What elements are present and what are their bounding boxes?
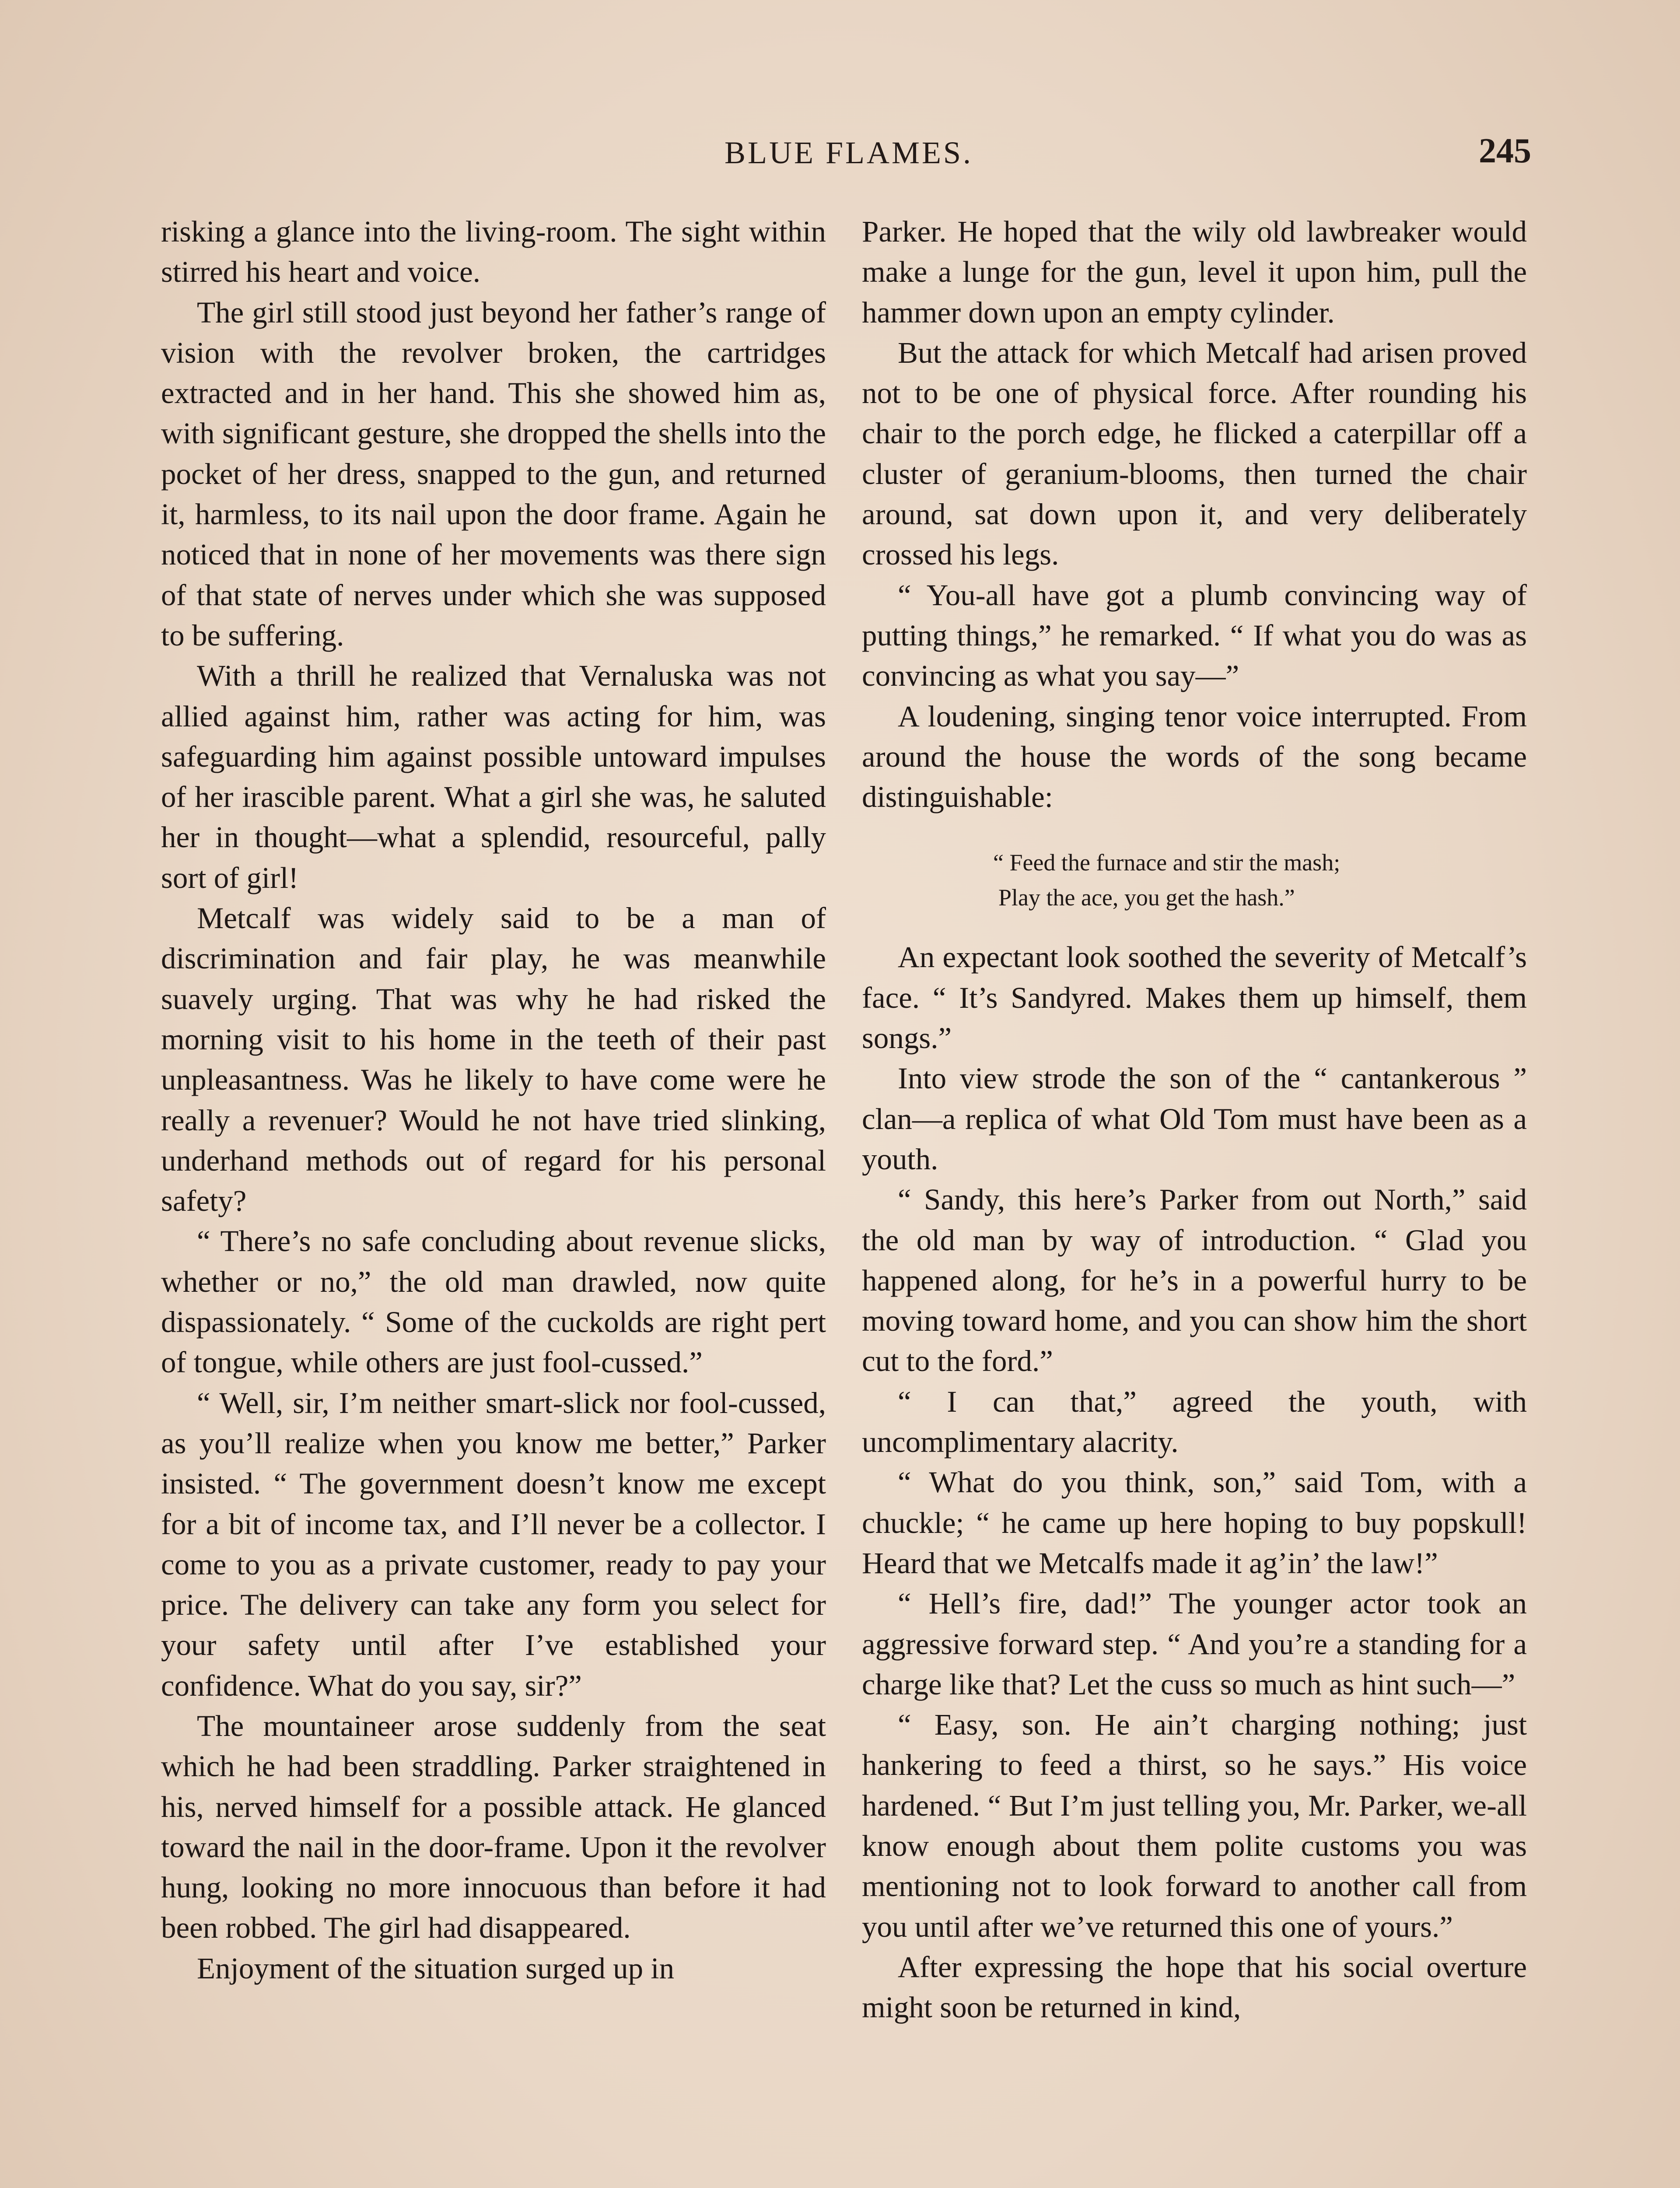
paragraph: An expectant look soothed the severity of Metcalf’s face. “ It’s Sandyred. Makes them up himself, them songs.” <box>862 940 1527 1055</box>
paragraph: But the attack for which Metcalf had arisen proved not to be one of physical force. After rounding his chair to the porch edge, he flicked a caterpillar off a cluster of geranium-blooms, then turned the chair around, sat down upon it, and very deliberately crossed his legs. <box>862 336 1527 572</box>
paragraph: risking a glance into the living-room. The sight within stirred his heart and voice. <box>161 215 826 289</box>
verse-line: “ Feed the furnace and stir the mash; <box>993 849 1340 876</box>
verse-line: Play the ace, you get the hash.” <box>998 884 1295 911</box>
paragraph: “ Hell’s fire, dad!” The younger actor took an aggressive forward step. “ And you’re a standing for a charge like that? Let the cuss so much as hint such—” <box>862 1587 1527 1701</box>
paragraph: The girl still stood just beyond her father’s range of vision with the revolver broken, the cartridges extracted and in her hand. This she showed him as, with significant gesture, she dropped the shells into the pocket of her dress, snapped to the gun, and returned it, harmless, to its nail upon the door frame. Again he noticed that in none of her movements was there sign of that state of nerves under which she was supposed to be suffering. <box>161 295 826 652</box>
paragraph: With a thrill he realized that Vernaluska was not allied against him, rather was acting for him, was safeguarding him against possible untoward impulses of her irascible parent. What a girl she was, he saluted her in thought—what a splendid, resourceful, pally sort of girl! <box>161 659 826 894</box>
running-head <box>166 131 1531 179</box>
left-column <box>161 211 826 1988</box>
right-column <box>862 211 1527 2027</box>
paragraph: “ Easy, son. He ain’t charging nothing; just hankering to feed a thirst, so he says.” His voice hardened. “ But I’m just telling you, Mr. Parker, we-all know enough about them polite customs you was mentioning not to look forward to another call from you until after we’ve returned this one of yours.” <box>862 1708 1527 1943</box>
song-verse <box>862 845 1527 915</box>
paragraph: “ Well, sir, I’m neither smart-slick nor fool-cussed, as you’ll realize when you know me better,” Parker insisted. “ The government doesn’t know me except for a bit of income tax, and I’ll never be a collector. I come to you as a private customer, ready to pay your price. The delivery can take any form you select for your safety until after I’ve established your confidence. What do you say, sir?” <box>161 1386 826 1702</box>
paragraph: “ There’s no safe concluding about revenue slicks, whether or no,” the old man drawled, now quite dispassionately. “ Some of the cuckolds are right pert of tongue, while others are just fool-cussed.” <box>161 1224 826 1379</box>
paragraph: “ You-all have got a plumb convincing way of putting things,” he remarked. “ If what you do was as convincing as what you say—” <box>862 578 1527 693</box>
paragraph: “ I can that,” agreed the youth, with uncomplimentary alacrity. <box>862 1385 1527 1459</box>
paragraph: Metcalf was widely said to be a man of discrimination and fair play, he was meanwhile suavely urging. That was why he had risked the morning visit to his home in the teeth of their past unpleasantness. Was he likely to have come were he really a revenuer? Would he not have tried slinking, underhand methods out of regard for his personal safety? <box>161 901 826 1218</box>
paragraph: Into view strode the son of the “ cantankerous ” clan—a replica of what Old Tom must have been as a youth. <box>862 1062 1527 1176</box>
paragraph: “ What do you think, son,” said Tom, with a chuckle; “ he came up here hoping to buy popskull! Heard that we Metcalfs made it ag’in’ the law!” <box>862 1466 1527 1580</box>
paragraph: A loudening, singing tenor voice interrupted. From around the house the words of the song became distinguishable: <box>862 699 1527 814</box>
running-title: BLUE FLAMES. <box>724 135 973 170</box>
paragraph: The mountaineer arose suddenly from the seat which he had been straddling. Parker straightened in his, nerved himself for a possible attack. He glanced toward the nail in the door-frame. Upon it the revolver hung, looking no more innocuous than before it had been robbed. The girl had disappeared. <box>161 1709 826 1945</box>
paragraph: Parker. He hoped that the wily old lawbreaker would make a lunge for the gun, level it upon him, pull the hammer down upon an empty cylinder. <box>862 215 1527 329</box>
paragraph: After expressing the hope that his social overture might soon be returned in kind, <box>862 1950 1527 2024</box>
paragraph: “ Sandy, this here’s Parker from out North,” said the old man by way of introduction. “ Glad you happened along, for he’s in a powerful hurry to be moving toward home, and you can show him the short cut to the ford.” <box>862 1183 1527 1378</box>
page-number: 245 <box>1479 132 1531 170</box>
paragraph: Enjoyment of the situation surged up in <box>197 1951 675 1985</box>
